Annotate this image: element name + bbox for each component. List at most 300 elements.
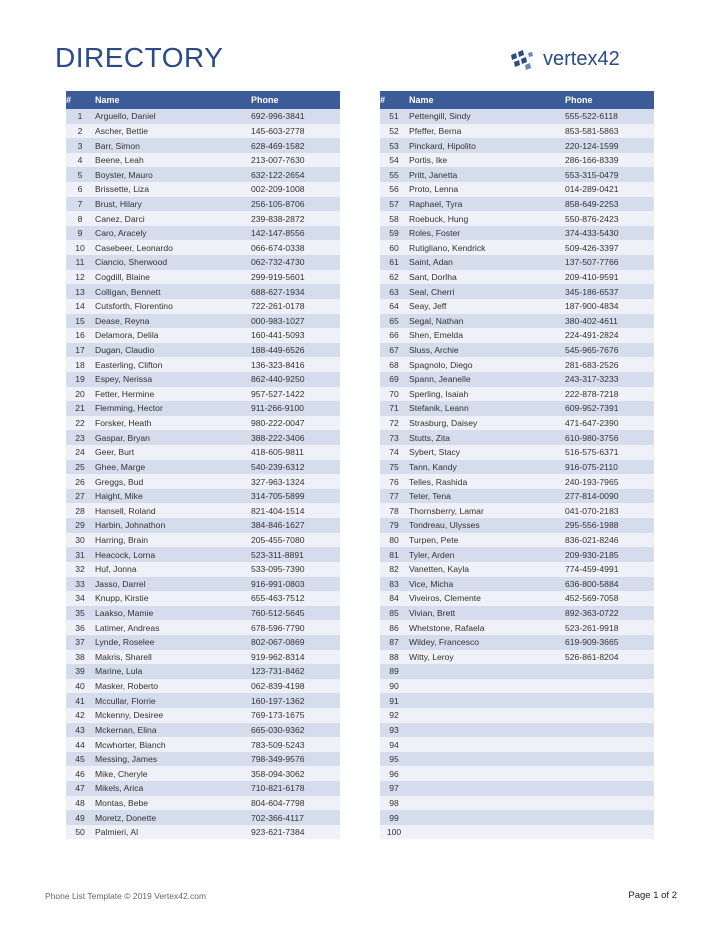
contact-name: Stutts, Zita <box>408 430 565 445</box>
row-number: 84 <box>380 591 408 606</box>
table-row <box>380 518 654 533</box>
contact-phone: 314-705-5899 <box>251 489 340 504</box>
contact-phone: 916-991-0803 <box>251 577 340 592</box>
directory-table-left <box>66 91 340 839</box>
contact-name: Proto, Lenna <box>408 182 565 197</box>
contact-name: Tyler, Arden <box>408 547 565 562</box>
row-number: 23 <box>66 430 94 445</box>
table-row <box>66 460 340 475</box>
contact-phone: 783-509-5243 <box>251 737 340 752</box>
contact-name: Witty, Leroy <box>408 650 565 665</box>
contact-phone: 798-349-9576 <box>251 752 340 767</box>
contact-name: Saint, Adan <box>408 255 565 270</box>
table-row <box>380 270 654 285</box>
contact-name: Flemming, Hector <box>94 401 251 416</box>
contact-name: Laakso, Mamie <box>94 606 251 621</box>
table-row <box>66 723 340 738</box>
contact-phone: 239-838-2872 <box>251 211 340 226</box>
row-number: 54 <box>380 153 408 168</box>
contact-name: Ciancio, Sherwood <box>94 255 251 270</box>
contact-name: Montas, Bebe <box>94 796 251 811</box>
row-number: 100 <box>380 825 408 840</box>
row-number: 81 <box>380 547 408 562</box>
table-row <box>380 445 654 460</box>
contact-name <box>408 825 565 840</box>
row-number: 49 <box>66 810 94 825</box>
table-row <box>66 737 340 752</box>
row-number: 1 <box>66 109 94 124</box>
row-number: 22 <box>66 416 94 431</box>
row-number: 5 <box>66 167 94 182</box>
table-row <box>380 781 654 796</box>
contact-name: Stefanik, Leann <box>408 401 565 416</box>
contact-name: Haight, Mike <box>94 489 251 504</box>
contact-name: Rutigliano, Kendrick <box>408 240 565 255</box>
contact-name: Masker, Roberto <box>94 679 251 694</box>
row-number: 50 <box>66 825 94 840</box>
contact-phone: 062-839-4198 <box>251 679 340 694</box>
contact-name: Cogdill, Blaine <box>94 270 251 285</box>
row-number: 63 <box>380 284 408 299</box>
contact-name: Gaspar, Bryan <box>94 430 251 445</box>
contact-name: Brissette, Liza <box>94 182 251 197</box>
contact-name <box>408 737 565 752</box>
row-number: 29 <box>66 518 94 533</box>
contact-phone: 209-930-2185 <box>565 547 654 562</box>
contact-name: Viveiros, Clemente <box>408 591 565 606</box>
contact-phone: 142-147-8556 <box>251 226 340 241</box>
row-number: 55 <box>380 167 408 182</box>
contact-name: Colligan, Bennett <box>94 284 251 299</box>
row-number: 7 <box>66 197 94 212</box>
contact-name <box>408 723 565 738</box>
column-header-phone: Phone <box>251 91 340 109</box>
table-row <box>380 796 654 811</box>
row-number: 51 <box>380 109 408 124</box>
contact-phone: 014-289-0421 <box>565 182 654 197</box>
contact-name: Pfeffer, Berna <box>408 124 565 139</box>
column-header-number: # <box>380 91 408 109</box>
contact-phone: 526-861-8204 <box>565 650 654 665</box>
table-row <box>380 328 654 343</box>
contact-phone: 374-433-5430 <box>565 226 654 241</box>
contact-name: Pettengill, Sindy <box>408 109 565 124</box>
table-row <box>380 357 654 372</box>
contact-phone: 388-222-3406 <box>251 430 340 445</box>
table-row <box>66 167 340 182</box>
contact-phone: 804-604-7798 <box>251 796 340 811</box>
contact-phone: 678-596-7790 <box>251 620 340 635</box>
contact-name: Wildey, Francesco <box>408 635 565 650</box>
table-row <box>380 109 654 124</box>
table-row <box>66 620 340 635</box>
table-row <box>66 796 340 811</box>
table-row <box>380 372 654 387</box>
row-number: 16 <box>66 328 94 343</box>
table-row <box>66 299 340 314</box>
table-row <box>380 562 654 577</box>
row-number: 85 <box>380 606 408 621</box>
contact-phone: 123-731-8462 <box>251 664 340 679</box>
contact-phone: 345-186-6537 <box>565 284 654 299</box>
contact-phone: 295-556-1988 <box>565 518 654 533</box>
table-row <box>66 153 340 168</box>
table-row <box>66 109 340 124</box>
table-row <box>380 240 654 255</box>
table-row <box>380 635 654 650</box>
row-number: 38 <box>66 650 94 665</box>
contact-phone <box>565 766 654 781</box>
contact-name: Teter, Tena <box>408 489 565 504</box>
row-number: 74 <box>380 445 408 460</box>
table-row <box>380 810 654 825</box>
contact-name: Harring, Brain <box>94 533 251 548</box>
contact-name <box>408 664 565 679</box>
row-number: 94 <box>380 737 408 752</box>
contact-name: Beene, Leah <box>94 153 251 168</box>
table-row <box>66 138 340 153</box>
contact-name: Pritt, Janetta <box>408 167 565 182</box>
table-row <box>380 416 654 431</box>
contact-name: Delamora, Delila <box>94 328 251 343</box>
contact-name: Dugan, Claudio <box>94 343 251 358</box>
table-row <box>66 766 340 781</box>
contact-name: Heacock, Lorna <box>94 547 251 562</box>
table-row <box>380 825 654 840</box>
table-row <box>66 679 340 694</box>
row-number: 3 <box>66 138 94 153</box>
contact-phone: 619-909-3665 <box>565 635 654 650</box>
row-number: 24 <box>66 445 94 460</box>
contact-phone <box>565 752 654 767</box>
contact-name: Mckernan, Elina <box>94 723 251 738</box>
row-number: 93 <box>380 723 408 738</box>
contact-name: Seal, Cherri <box>408 284 565 299</box>
contact-phone: 205-455-7080 <box>251 533 340 548</box>
contact-name: Thornsberry, Lamar <box>408 503 565 518</box>
row-number: 30 <box>66 533 94 548</box>
row-number: 10 <box>66 240 94 255</box>
contact-phone: 145-603-2778 <box>251 124 340 139</box>
contact-name <box>408 708 565 723</box>
row-number: 76 <box>380 474 408 489</box>
row-number: 12 <box>66 270 94 285</box>
table-row <box>380 620 654 635</box>
contact-name: Espey, Nerissa <box>94 372 251 387</box>
contact-phone: 286-166-8339 <box>565 153 654 168</box>
contact-phone: 380-402-4611 <box>565 314 654 329</box>
contact-phone: 665-030-9362 <box>251 723 340 738</box>
table-row <box>380 314 654 329</box>
row-number: 9 <box>66 226 94 241</box>
table-row <box>380 284 654 299</box>
contact-phone: 774-459-4991 <box>565 562 654 577</box>
contact-name: Palmieri, Al <box>94 825 251 840</box>
contact-phone: 209-410-9591 <box>565 270 654 285</box>
contact-name: Mike, Cheryle <box>94 766 251 781</box>
contact-name: Seay, Jeff <box>408 299 565 314</box>
row-number: 56 <box>380 182 408 197</box>
contact-name: Raphael, Tyra <box>408 197 565 212</box>
contact-name: Sperling, Isaiah <box>408 387 565 402</box>
table-row <box>380 211 654 226</box>
row-number: 32 <box>66 562 94 577</box>
contact-phone: 628-469-1582 <box>251 138 340 153</box>
contact-phone: 836-021-8246 <box>565 533 654 548</box>
contact-phone <box>565 796 654 811</box>
table-row <box>380 679 654 694</box>
table-row <box>66 182 340 197</box>
contact-name: Segal, Nathan <box>408 314 565 329</box>
table-row <box>66 314 340 329</box>
contact-name: Knupp, Kirstie <box>94 591 251 606</box>
contact-name <box>408 810 565 825</box>
footer-page-number: Page 1 of 2 <box>628 890 677 901</box>
table-row <box>66 781 340 796</box>
table-row <box>380 299 654 314</box>
table-row <box>66 547 340 562</box>
table-row <box>380 752 654 767</box>
contact-phone: 710-821-6178 <box>251 781 340 796</box>
contact-phone: 916-075-2110 <box>565 460 654 475</box>
table-row <box>66 562 340 577</box>
row-number: 4 <box>66 153 94 168</box>
contact-name: Messing, James <box>94 752 251 767</box>
row-number: 15 <box>66 314 94 329</box>
table-row <box>380 430 654 445</box>
contact-name <box>408 752 565 767</box>
row-number: 35 <box>66 606 94 621</box>
contact-phone: 137-507-7766 <box>565 255 654 270</box>
row-number: 36 <box>66 620 94 635</box>
contact-phone <box>565 723 654 738</box>
table-row <box>380 226 654 241</box>
contact-name: Sluss, Archie <box>408 343 565 358</box>
contact-name: Pinckard, Hipolito <box>408 138 565 153</box>
table-row <box>66 650 340 665</box>
table-row <box>380 650 654 665</box>
contact-phone: 136-323-8416 <box>251 357 340 372</box>
contact-name: Strasburg, Daisey <box>408 416 565 431</box>
table-row <box>380 577 654 592</box>
contact-phone: 692-996-3841 <box>251 109 340 124</box>
contact-phone <box>565 679 654 694</box>
contact-phone <box>565 737 654 752</box>
contact-phone: 281-683-2526 <box>565 357 654 372</box>
table-row <box>380 167 654 182</box>
table-row <box>66 270 340 285</box>
table-row <box>66 503 340 518</box>
table-row <box>66 284 340 299</box>
contact-name <box>408 766 565 781</box>
contact-phone: 188-449-6526 <box>251 343 340 358</box>
table-row <box>66 357 340 372</box>
contact-name: Latimer, Andreas <box>94 620 251 635</box>
contact-name: Dease, Reyna <box>94 314 251 329</box>
row-number: 77 <box>380 489 408 504</box>
contact-name: Mcwhorter, Blanch <box>94 737 251 752</box>
table-row <box>66 372 340 387</box>
contact-name: Spagnolo, Diego <box>408 357 565 372</box>
row-number: 98 <box>380 796 408 811</box>
contact-phone: 821-404-1514 <box>251 503 340 518</box>
contact-phone: 919-962-8314 <box>251 650 340 665</box>
contact-name: Marine, Lula <box>94 664 251 679</box>
row-number: 90 <box>380 679 408 694</box>
row-number: 58 <box>380 211 408 226</box>
logo-text: vertex42. <box>543 48 622 70</box>
row-number: 20 <box>66 387 94 402</box>
contact-phone: 523-311-8891 <box>251 547 340 562</box>
row-number: 8 <box>66 211 94 226</box>
table-row <box>66 474 340 489</box>
contact-phone: 688-627-1934 <box>251 284 340 299</box>
contact-phone: 610-980-3756 <box>565 430 654 445</box>
table-row <box>66 211 340 226</box>
row-number: 83 <box>380 577 408 592</box>
contact-name: Ascher, Bettie <box>94 124 251 139</box>
footer-copyright: Phone List Template © 2019 Vertex42.com <box>45 891 207 901</box>
row-number: 67 <box>380 343 408 358</box>
contact-name: Mccullar, Florrie <box>94 693 251 708</box>
contact-phone: 957-527-1422 <box>251 387 340 402</box>
table-body-right <box>380 109 654 839</box>
contact-name: Vivian, Brett <box>408 606 565 621</box>
row-number: 92 <box>380 708 408 723</box>
column-header-number: # <box>66 91 94 109</box>
row-number: 48 <box>66 796 94 811</box>
contact-phone: 187-900-4834 <box>565 299 654 314</box>
table-row <box>66 693 340 708</box>
table-row <box>380 766 654 781</box>
contact-phone: 222-878-7218 <box>565 387 654 402</box>
contact-phone: 277-814-0090 <box>565 489 654 504</box>
contact-name: Huf, Jonna <box>94 562 251 577</box>
table-row <box>380 737 654 752</box>
table-row <box>66 489 340 504</box>
row-number: 91 <box>380 693 408 708</box>
table-row <box>380 503 654 518</box>
row-number: 72 <box>380 416 408 431</box>
contact-phone: 041-070-2183 <box>565 503 654 518</box>
table-row <box>66 416 340 431</box>
contact-phone: 553-315-0479 <box>565 167 654 182</box>
table-row <box>66 708 340 723</box>
row-number: 26 <box>66 474 94 489</box>
contact-name: Sant, Dorlha <box>408 270 565 285</box>
table-row <box>380 693 654 708</box>
contact-phone: 213-007-7630 <box>251 153 340 168</box>
table-row <box>66 226 340 241</box>
row-number: 40 <box>66 679 94 694</box>
contact-name <box>408 796 565 811</box>
row-number: 44 <box>66 737 94 752</box>
contact-phone: 243-317-3233 <box>565 372 654 387</box>
contact-name: Spann, Jeanelle <box>408 372 565 387</box>
page-title: DIRECTORY <box>55 42 224 73</box>
table-row <box>380 664 654 679</box>
contact-phone: 911-266-9100 <box>251 401 340 416</box>
table-row <box>66 197 340 212</box>
table-row <box>66 752 340 767</box>
contact-name: Geer, Burt <box>94 445 251 460</box>
contact-name: Turpen, Pete <box>408 533 565 548</box>
contact-phone: 545-965-7676 <box>565 343 654 358</box>
table-header-row <box>66 91 340 109</box>
table-row <box>66 533 340 548</box>
table-row <box>66 343 340 358</box>
row-number: 68 <box>380 357 408 372</box>
row-number: 18 <box>66 357 94 372</box>
table-header-row <box>380 91 654 109</box>
contact-name: Ghee, Marge <box>94 460 251 475</box>
row-number: 33 <box>66 577 94 592</box>
row-number: 78 <box>380 503 408 518</box>
contact-phone: 523-261-9918 <box>565 620 654 635</box>
table-row <box>380 387 654 402</box>
contact-phone: 609-952-7391 <box>565 401 654 416</box>
table-row <box>380 474 654 489</box>
contact-name: Whetstone, Rafaela <box>408 620 565 635</box>
contact-name: Vanetten, Kayla <box>408 562 565 577</box>
table-row <box>380 401 654 416</box>
contact-name: Brust, Hilary <box>94 197 251 212</box>
contact-phone: 066-674-0338 <box>251 240 340 255</box>
contact-phone: 533-095-7390 <box>251 562 340 577</box>
row-number: 75 <box>380 460 408 475</box>
row-number: 88 <box>380 650 408 665</box>
contact-name: Shen, Emelda <box>408 328 565 343</box>
contact-name: Boyster, Mauro <box>94 167 251 182</box>
contact-phone: 802-067-0869 <box>251 635 340 650</box>
table-row <box>66 664 340 679</box>
row-number: 6 <box>66 182 94 197</box>
contact-phone: 853-581-5863 <box>565 124 654 139</box>
contact-phone: 632-122-2654 <box>251 167 340 182</box>
table-row <box>380 723 654 738</box>
contact-name: Jasso, Darrel <box>94 577 251 592</box>
contact-name: Fetter, Hermine <box>94 387 251 402</box>
contact-phone: 655-463-7512 <box>251 591 340 606</box>
contact-phone: 220-124-1599 <box>565 138 654 153</box>
table-row <box>66 825 340 840</box>
contact-phone: 256-105-8706 <box>251 197 340 212</box>
contact-phone: 358-094-3062 <box>251 766 340 781</box>
row-number: 82 <box>380 562 408 577</box>
contact-name: Sybert, Stacy <box>408 445 565 460</box>
contact-phone: 384-846-1627 <box>251 518 340 533</box>
table-row <box>380 255 654 270</box>
contact-phone: 760-512-5645 <box>251 606 340 621</box>
contact-phone: 555-522-6118 <box>565 109 654 124</box>
table-row <box>380 547 654 562</box>
contact-phone: 636-800-5884 <box>565 577 654 592</box>
contact-phone: 224-491-2824 <box>565 328 654 343</box>
contact-phone: 299-919-5601 <box>251 270 340 285</box>
row-number: 47 <box>66 781 94 796</box>
vertex42-logo-icon <box>509 49 539 71</box>
contact-name: Telles, Rashida <box>408 474 565 489</box>
row-number: 46 <box>66 766 94 781</box>
row-number: 52 <box>380 124 408 139</box>
contact-name: Forsker, Heath <box>94 416 251 431</box>
contact-phone <box>565 810 654 825</box>
contact-phone: 892-363-0722 <box>565 606 654 621</box>
row-number: 79 <box>380 518 408 533</box>
contact-name: Portis, Ike <box>408 153 565 168</box>
contact-phone: 769-173-1675 <box>251 708 340 723</box>
table-row <box>66 810 340 825</box>
